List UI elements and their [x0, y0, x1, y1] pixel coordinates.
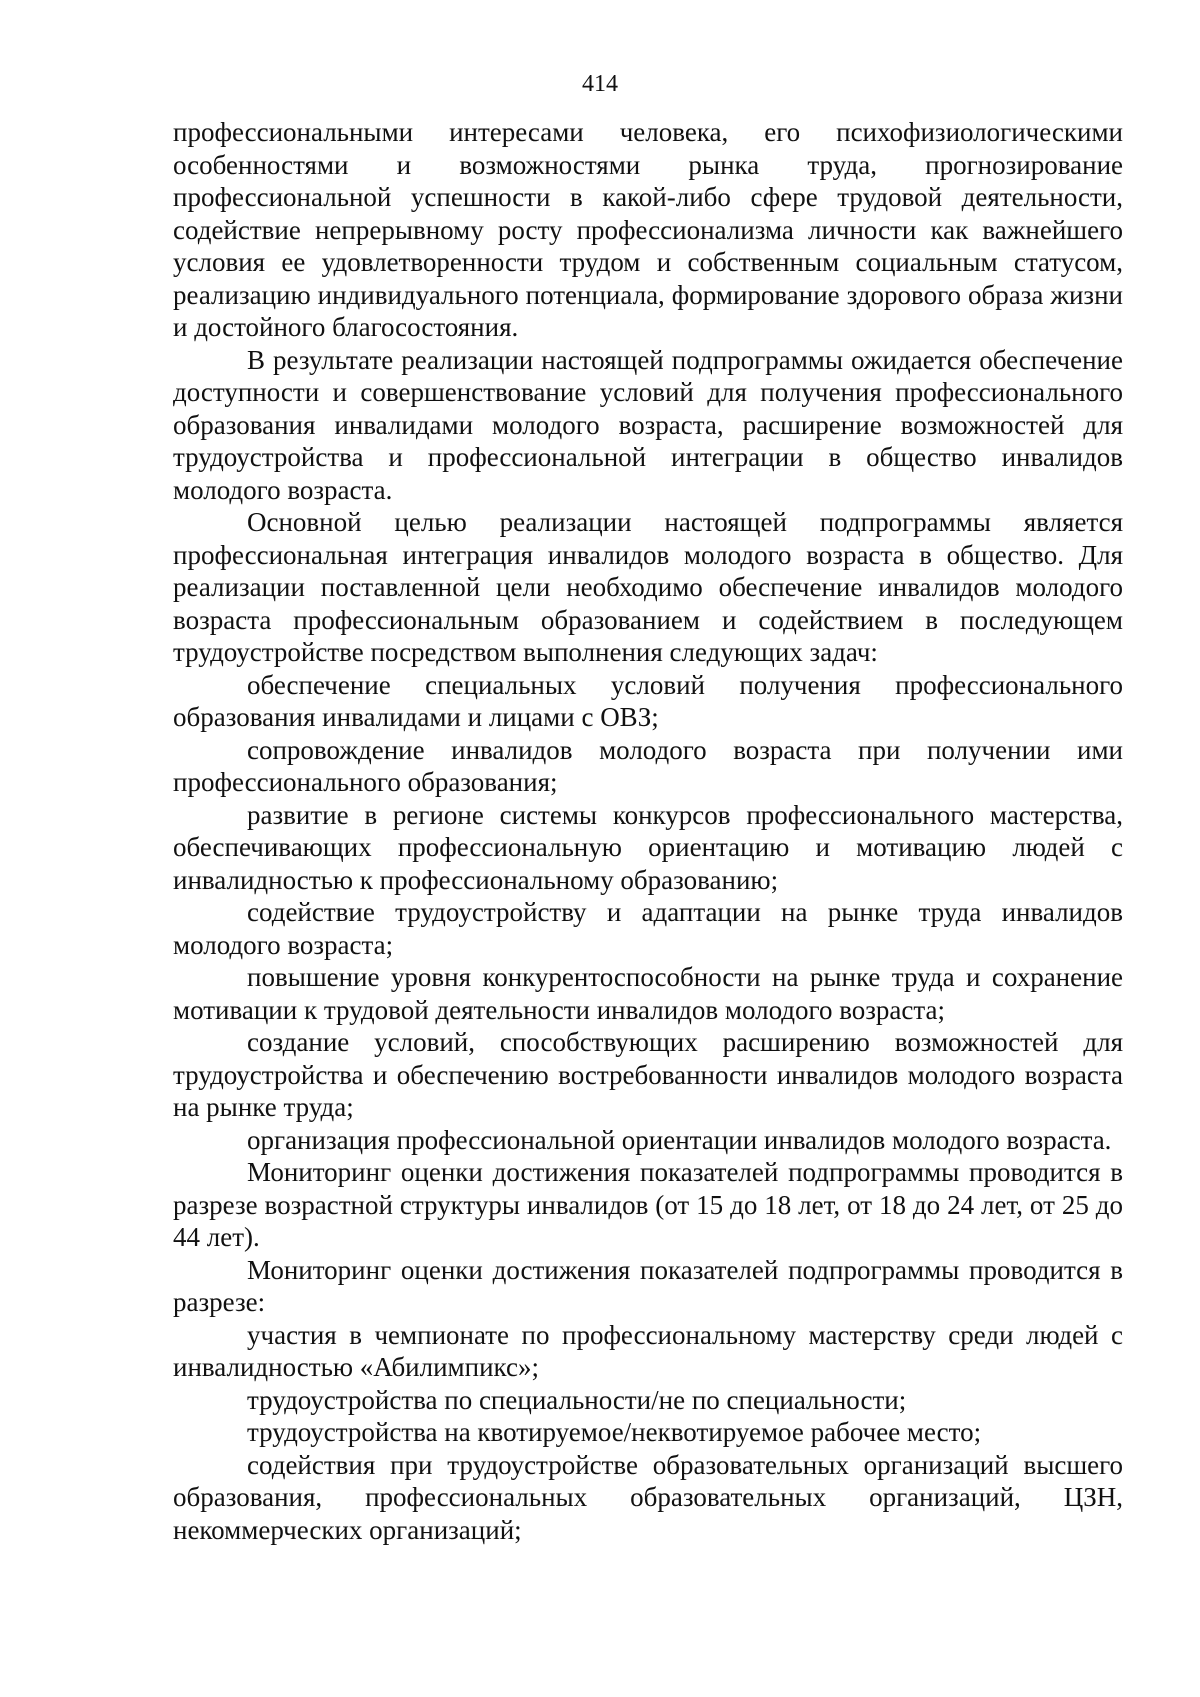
- document-body: [173, 116, 1123, 1546]
- monitoring-item: трудоустройства по специальности/не по специальности;: [247, 1384, 907, 1415]
- monitoring-item: участия в чемпионате по профессиональному мастерству среди людей с инвалидностью «Абилимпикс»;: [173, 1319, 1123, 1382]
- paragraph-monitoring-intro: Мониторинг оценки достижения показателей подпрограммы проводится в разрезе:: [173, 1254, 1123, 1317]
- task-item: создание условий, способствующих расширению возможностей для трудоустройства и обеспечению востребованности инвалидов молодого возраста на рынке труда;: [173, 1027, 1123, 1122]
- paragraph-expected-results: В результате реализации настоящей подпрограммы ожидается обеспечение доступности и совершенствование условий для получения профессионального образования инвалидами молодого возраста, расширение возможностей для трудоустройства и профессиональной интеграции в общество инвалидов молодого возраста.: [173, 344, 1123, 505]
- monitoring-item: трудоустройства на квотируемое/неквотируемое рабочее место;: [247, 1417, 982, 1447]
- page-number: 414: [582, 71, 618, 97]
- task-item: повышение уровня конкурентоспособности на рынке труда и сохранение мотивации к трудовой деятельности инвалидов молодого возраста;: [173, 962, 1123, 1025]
- task-item: развитие в регионе системы конкурсов профессионального мастерства, обеспечивающих профессиональную ориентацию и мотивацию людей с инвалидностью к профессиональному образованию;: [173, 799, 1123, 895]
- task-item: организация профессиональной ориентации инвалидов молодого возраста.: [247, 1124, 1112, 1155]
- paragraph-main-goal: Основной целью реализации настоящей подпрограммы является профессиональная интеграция инвалидов молодого возраста в общество. Для реализации поставленной цели необходимо обеспечение инвалидов молодого возраста профессиональным образованием и содействием в последующем трудоустройстве посредством выполнения следующих задач:: [173, 507, 1123, 667]
- paragraph-continuation: профессиональными интересами человека, его психофизиологическими особенностями и возможностями рынка труда, прогнозирование профессиональной успешности в какой-либо сфере трудовой деятельности, содействие непрерывному росту профессионализма личности как важнейшего условия ее удовлетворенности трудом и собственным социальным статусом, реализацию индивидуального потенциала, формирование здорового образа жизни и достойного благосостояния.: [173, 117, 1123, 342]
- task-item: содействие трудоустройству и адаптации на рынке труда инвалидов молодого возраста;: [173, 897, 1123, 960]
- task-item: сопровождение инвалидов молодого возраста при получении ими профессионального образования;: [173, 734, 1123, 797]
- paragraph-monitoring-age: Мониторинг оценки достижения показателей подпрограммы проводится в разрезе возрастной структуры инвалидов (от 15 до 18 лет, от 18 до 24 лет, от 25 до 44 лет).: [173, 1157, 1123, 1252]
- task-item: обеспечение специальных условий получения профессионального образования инвалидами и лицами с ОВЗ;: [173, 669, 1123, 732]
- monitoring-item: содействия при трудоустройстве образовательных организаций высшего образования, профессиональных образовательных организаций, ЦЗН, некоммерческих организаций;: [173, 1449, 1123, 1545]
